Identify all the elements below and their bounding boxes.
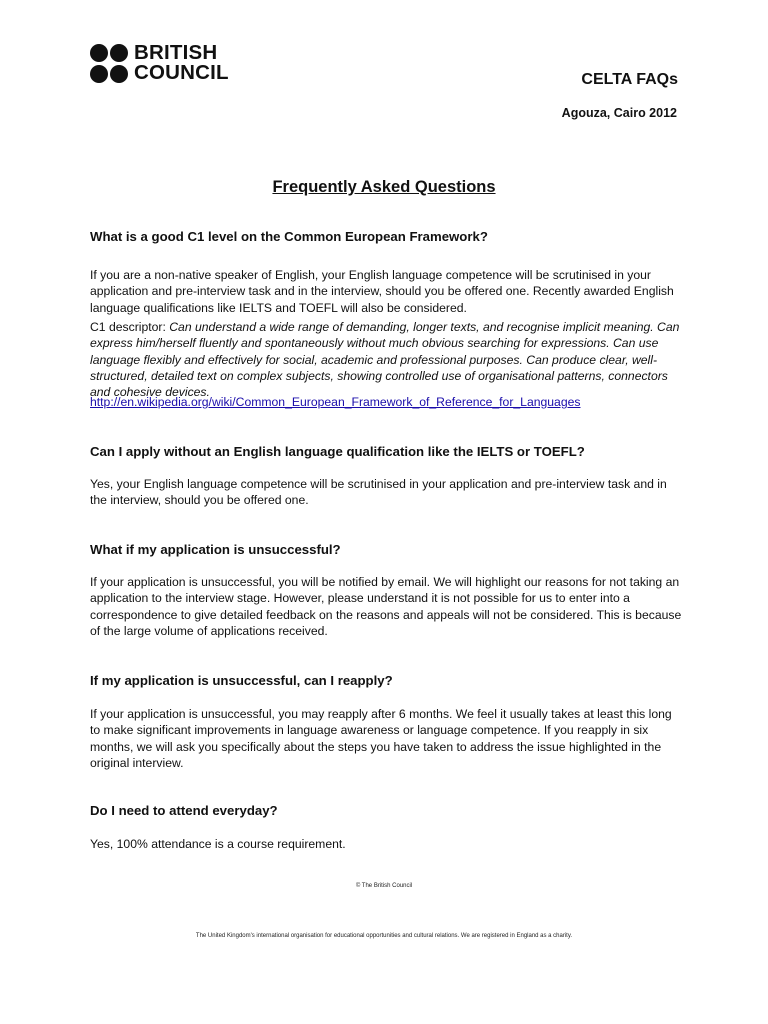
- document-title: CELTA FAQs: [581, 71, 678, 88]
- faq-answer-2: Yes, your English language competence will be scrutinised in your application and pre-interview task and in the interview, should you be offered one.: [90, 477, 667, 508]
- c1-descriptor: [90, 319, 685, 400]
- faq-answer-5: Yes, 100% attendance is a course requirement.: [90, 837, 346, 851]
- document-subtitle: Agouza, Cairo 2012: [561, 106, 677, 120]
- copyright-notice: © The British Council: [355, 883, 413, 889]
- faq-answer-1: If you are a non-native speaker of English, your English language competence will be scrutinised in your application and pre-interview task and in the interview, should you be offered one. Recently awarded English language qualifications like IELTS and TOEFL will also be considered.: [90, 268, 674, 315]
- footer-tagline: The United Kingdom's international organisation for educational opportunities and cultural relations. We are registered in England as a charity.: [195, 933, 573, 939]
- cefr-wikipedia-link[interactable]: http://en.wikipedia.org/wiki/Common_European_Framework_of_Reference_for_Languages: [90, 395, 581, 409]
- faq-answer-4: If your application is unsuccessful, you may reapply after 6 months. We feel it usually takes at least this long to make significant improvements in language awareness or language competence. If you reapply in six months, we will ask you specifically about the steps you have taken to address the issue highlighted in the original interview.: [90, 707, 672, 770]
- faq-question-3: What if my application is unsuccessful?: [90, 542, 341, 557]
- faq-question-5: Do I need to attend everyday?: [90, 803, 278, 818]
- faq-answer-3: If your application is unsuccessful, you will be notified by email. We will highlight our reasons for not taking an application to the interview stage. However, please understand it is not possible for us to enter into a correspondence to give detailed feedback on the reasons and appeals will not be considered. This is because of the large volume of applications received.: [90, 575, 682, 638]
- faq-question-1: What is a good C1 level on the Common European Framework?: [90, 229, 488, 244]
- logo-line-1: BRITISH: [134, 41, 218, 64]
- british-council-logo: [90, 41, 240, 86]
- logo-line-2: COUNCIL: [134, 61, 229, 84]
- descriptor-text: Can understand a wide range of demanding, longer texts, and recognise implicit meaning. Can express him/herself fluently and spontaneously without much obvious searching for expressions. Can use language flexibly and effectively for social, academic and professional purposes. Can produce clear, well-structured, detailed text on complex subjects, showing controlled use of organisational patterns, connectors and cohesive devices.: [90, 320, 680, 400]
- descriptor-label: C1 descriptor:: [90, 320, 170, 334]
- faq-question-2: Can I apply without an English language qualification like the IELTS or TOEFL?: [90, 444, 585, 459]
- page-heading: Frequently Asked Questions: [272, 178, 496, 196]
- logo-dots-icon: [90, 44, 128, 84]
- logo-wordmark: [134, 43, 229, 83]
- faq-question-4: If my application is unsuccessful, can I reapply?: [90, 673, 393, 688]
